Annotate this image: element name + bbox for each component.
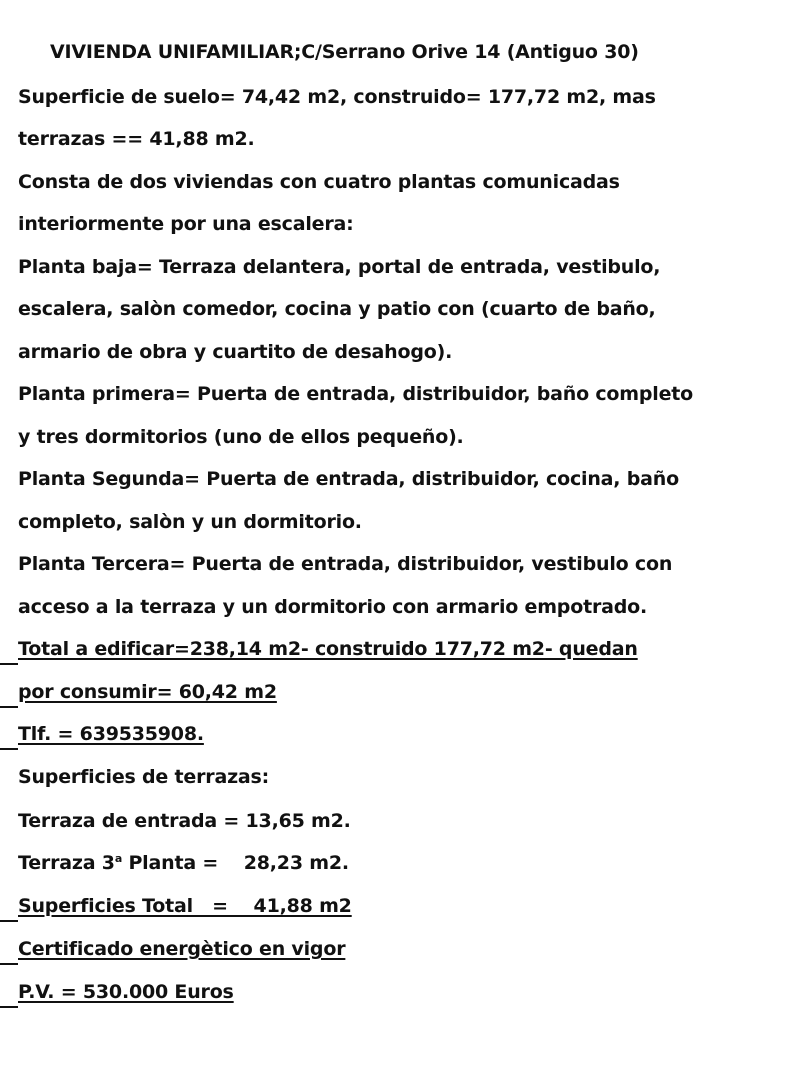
- terrace-third-suffix: Planta = 28,23 m2.: [122, 852, 349, 874]
- text-line-second-floor-cont: completo, salòn y un dormitorio.: [18, 511, 362, 533]
- text-line-third-floor-cont: acceso a la terraza y un dormitorio con armario empotrado.: [18, 596, 648, 618]
- terrace-third-sup: a: [114, 852, 123, 865]
- text-line-description-cont: interiormente por una escalera:: [18, 213, 354, 235]
- phone-text: Tlf. = 639535908.: [18, 723, 204, 745]
- certificate-text: Certificado energètico en vigor: [18, 938, 346, 960]
- text-line-ground-floor: Planta baja= Terraza delantera, portal de entrada, vestibulo,: [18, 256, 661, 278]
- terraces-total-text: Superficies Total = 41,88 m2: [18, 895, 352, 917]
- terraces-heading: Superficies de terrazas:: [18, 766, 270, 788]
- text-line-second-floor: Planta Segunda= Puerta de entrada, distribuidor, cocina, baño: [18, 468, 679, 490]
- text-line-first-floor-cont: y tres dormitorios (uno de ellos pequeño).: [18, 426, 464, 448]
- terrace-third-prefix: Terraza 3: [18, 852, 115, 874]
- text-line-third-floor: Planta Tercera= Puerta de entrada, distribuidor, vestibulo con: [18, 553, 673, 575]
- text-line-ground-floor-cont: escalera, salòn comedor, cocina y patio con (cuarto de baño,: [18, 298, 656, 320]
- text-line-description: Consta de dos viviendas con cuatro plantas comunicadas: [18, 171, 620, 193]
- text-line-terraces: terrazas == 41,88 m2.: [18, 128, 255, 150]
- terrace-entrance: Terraza de entrada = 13,65 m2.: [18, 810, 351, 832]
- price-text: P.V. = 530.000 Euros: [18, 981, 234, 1003]
- terrace-third-floor: [18, 851, 349, 875]
- text-line-surface: Superficie de suelo= 74,42 m2, construido= 177,72 m2, mas: [18, 86, 656, 108]
- document-title: VIVIENDA UNIFAMILIAR;C/Serrano Orive 14 (Antiguo 30): [50, 41, 639, 63]
- total-build-text: Total a edificar=238,14 m2- construido 177,72 m2- quedan: [18, 638, 638, 660]
- remaining-text: por consumir= 60,42 m2: [18, 681, 277, 703]
- text-line-first-floor: Planta primera= Puerta de entrada, distribuidor, baño completo: [18, 383, 694, 405]
- text-line-ground-floor-end: armario de obra y cuartito de desahogo).: [18, 341, 453, 363]
